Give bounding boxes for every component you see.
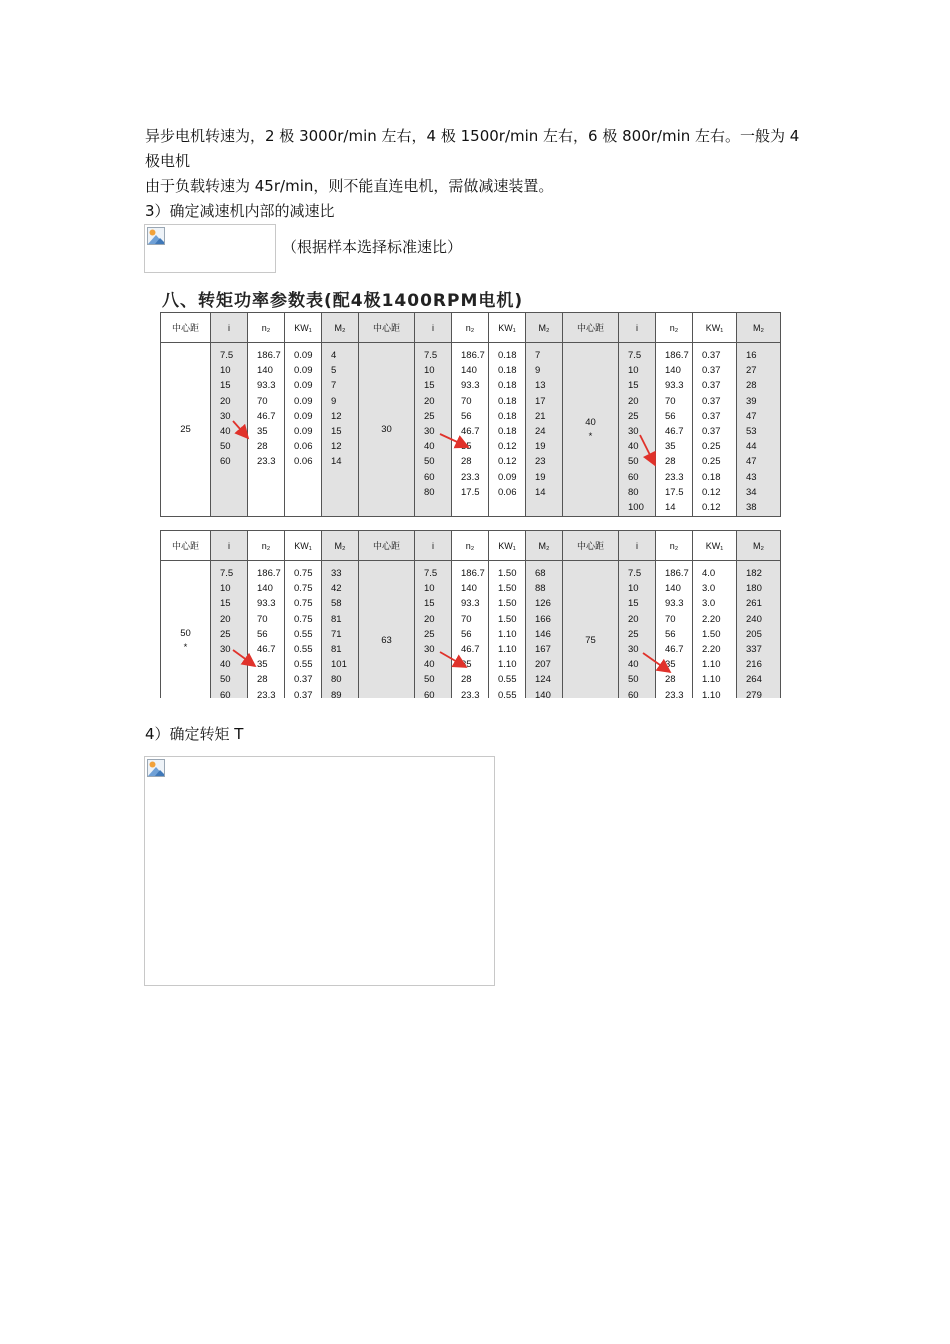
header-cell: n₂ — [656, 313, 693, 343]
header-cell: i — [619, 531, 656, 561]
torque-power-table-2-crop — [150, 530, 790, 698]
torque-power-table-2 — [160, 530, 781, 698]
center-distance-cell: 63 — [359, 561, 415, 699]
center-distance-cell: 50 * — [161, 561, 211, 699]
column-n2-cell: 186.7 140 93.3 70 46.7 35 28 23.3 — [248, 343, 285, 517]
header-cell: KW₁ — [489, 531, 526, 561]
center-distance-cell: 25 — [161, 343, 211, 517]
header-cell: M₂ — [322, 313, 359, 343]
column-n2-cell: 186.7 140 93.3 70 56 46.7 35 28 23.3 — [452, 561, 489, 699]
heading-step-4: 4）确定转矩 T — [145, 725, 244, 743]
header-cell: M₂ — [737, 313, 781, 343]
table-title: 八、转矩功率参数表(配4极1400RPM电机) — [162, 291, 524, 311]
header-cell: KW₁ — [693, 531, 737, 561]
header-cell: M₂ — [737, 531, 781, 561]
center-distance-cell: 30 — [359, 343, 415, 517]
paragraph-load-speed: 由于负载转速为 45r/min，则不能直连电机，需做减速装置。 — [145, 177, 554, 195]
column-kw-cell: 0.09 0.09 0.09 0.09 0.09 0.09 0.06 0.06 — [285, 343, 322, 517]
header-cell: n₂ — [452, 531, 489, 561]
header-cell: i — [415, 313, 452, 343]
note-standard-ratio: （根据样本选择标准速比） — [282, 238, 463, 256]
header-cell: KW₁ — [285, 531, 322, 561]
column-n2-cell: 186.7 140 93.3 70 56 46.7 35 28 23.3 — [656, 561, 693, 699]
header-cell: n₂ — [248, 313, 285, 343]
header-cell: 中心距 — [563, 531, 619, 561]
column-i-cell: 7.5 10 15 20 25 30 40 50 60 80 — [415, 343, 452, 517]
header-cell: i — [211, 531, 248, 561]
header-cell: i — [619, 313, 656, 343]
column-i-cell: 7.5 10 15 20 25 30 40 50 60 80 100 — [619, 343, 656, 517]
column-kw-cell: 0.18 0.18 0.18 0.18 0.18 0.18 0.12 0.12 0.09 0.06 — [489, 343, 526, 517]
column-i-cell: 7.5 10 15 20 25 30 40 50 60 — [619, 561, 656, 699]
header-cell: M₂ — [526, 313, 563, 343]
column-i-cell: 7.5 10 15 20 25 30 40 50 60 — [211, 561, 248, 699]
header-cell: n₂ — [248, 531, 285, 561]
header-cell: i — [211, 313, 248, 343]
header-cell: 中心距 — [161, 531, 211, 561]
center-distance-cell: 40 * — [563, 343, 619, 517]
column-n2-cell: 186.7 140 93.3 70 56 46.7 35 28 23.3 — [248, 561, 285, 699]
header-cell: i — [415, 531, 452, 561]
header-cell: n₂ — [452, 313, 489, 343]
column-n2-cell: 186.7 140 93.3 70 56 46.7 35 28 23.3 17.5 — [452, 343, 489, 517]
paragraph-motor-speed-cont: 极电机 — [145, 152, 191, 170]
torque-power-table-1 — [160, 312, 781, 517]
image-placeholder-large — [144, 756, 495, 986]
header-cell: 中心距 — [359, 313, 415, 343]
column-m2-cell: 4 5 7 9 12 15 12 14 — [322, 343, 359, 517]
heading-step-3: 3）确定减速机内部的减速比 — [145, 202, 335, 220]
column-kw-cell: 1.50 1.50 1.50 1.50 1.10 1.10 1.10 0.55 0.55 — [489, 561, 526, 699]
column-kw-cell: 0.37 0.37 0.37 0.37 0.37 0.37 0.25 0.25 0.18 0.12 0.12 — [693, 343, 737, 517]
column-kw-cell: 4.0 3.0 3.0 2.20 1.50 2.20 1.10 1.10 1.10 — [693, 561, 737, 699]
broken-image-icon — [147, 227, 165, 245]
column-m2-cell: 7 9 13 17 21 24 19 23 19 14 — [526, 343, 563, 517]
header-cell: 中心距 — [563, 313, 619, 343]
column-m2-cell: 33 42 58 81 71 81 101 80 89 — [322, 561, 359, 699]
image-placeholder-small — [144, 224, 276, 273]
header-cell: KW₁ — [693, 313, 737, 343]
header-cell: KW₁ — [489, 313, 526, 343]
header-cell: 中心距 — [161, 313, 211, 343]
header-cell: M₂ — [526, 531, 563, 561]
header-cell: KW₁ — [285, 313, 322, 343]
header-cell: 中心距 — [359, 531, 415, 561]
column-m2-cell: 68 88 126 166 146 167 207 124 140 — [526, 561, 563, 699]
header-cell: M₂ — [322, 531, 359, 561]
center-distance-cell: 75 — [563, 561, 619, 699]
column-i-cell: 7.5 10 15 20 25 30 40 50 60 — [415, 561, 452, 699]
column-i-cell: 7.5 10 15 20 30 40 50 60 — [211, 343, 248, 517]
header-cell: n₂ — [656, 531, 693, 561]
broken-image-icon — [147, 759, 165, 777]
column-m2-cell: 182 180 261 240 205 337 216 264 279 — [737, 561, 781, 699]
paragraph-motor-speed: 异步电机转速为，2 极 3000r/min 左右，4 极 1500r/min 左右，6 极 800r/min 左右。一般为 4 — [145, 127, 800, 145]
column-kw-cell: 0.75 0.75 0.75 0.75 0.55 0.55 0.55 0.37 0.37 — [285, 561, 322, 699]
column-n2-cell: 186.7 140 93.3 70 56 46.7 35 28 23.3 17.5 14 — [656, 343, 693, 517]
column-m2-cell: 16 27 28 39 47 53 44 47 43 34 38 — [737, 343, 781, 517]
